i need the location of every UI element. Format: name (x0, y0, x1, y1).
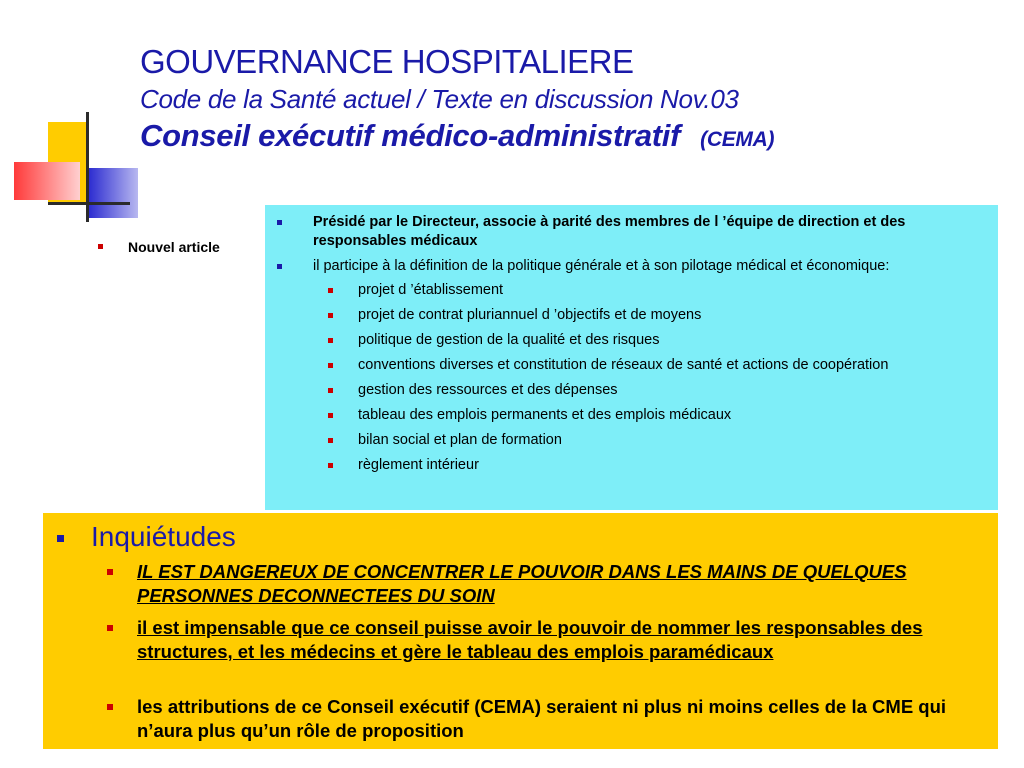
title-abbreviation: (CEMA) (700, 128, 775, 151)
list-item (358, 281, 998, 300)
bullet-square-icon (328, 338, 333, 343)
logo-vertical-line (86, 112, 89, 222)
list-item (313, 257, 913, 276)
list-item (358, 306, 998, 325)
bullet-square-icon (328, 413, 333, 418)
list-item-text: bilan social et plan de formation (358, 432, 562, 448)
concern-item-text: les attributions de ce Conseil exécutif (CEMA) seraient ni plus ni moins celles de la CME qui n’aura plus qu’un rôle de proposition (137, 696, 947, 741)
list-item-text: Présidé par le Directeur, associe à parité des membres de l ’équipe de direction et des responsables médicaux (313, 214, 906, 249)
list-item-text: projet de contrat pluriannuel d ’objectifs et de moyens (358, 307, 702, 323)
list-item-text: gestion des ressources et des dépenses (358, 382, 618, 398)
bullet-square-icon (57, 535, 64, 542)
concerns-heading-text: Inquiétudes (91, 521, 236, 552)
bullet-square-icon (277, 264, 282, 269)
list-item-text: projet d ’établissement (358, 282, 504, 298)
list-item-text: politique de gestion de la qualité et des risques (358, 332, 660, 348)
list-item (358, 431, 998, 450)
title-line-3 (140, 116, 1020, 160)
bullet-square-icon (328, 438, 333, 443)
title-line-1: GOUVERNANCE HOSPITALIERE (140, 43, 634, 80)
bullet-square-icon (328, 363, 333, 368)
concern-item-text: IL EST DANGEREUX DE CONCENTRER LE POUVOIR DANS LES MAINS DE QUELQUES PERSONNES DECONNECTEES DU SOIN (137, 561, 907, 606)
logo-blue-square (88, 168, 138, 218)
list-item (358, 356, 998, 375)
bullet-square-icon (107, 704, 113, 710)
bullet-square-icon (328, 313, 333, 318)
list-item-text: règlement intérieur (358, 457, 479, 473)
logo-red-square (14, 162, 80, 200)
bullet-square-icon (98, 244, 103, 249)
list-item (358, 456, 998, 475)
title-line-3-text: Conseil exécutif médico-administratif (140, 118, 681, 153)
bullet-square-icon (107, 569, 113, 575)
cyan-content-box (265, 205, 998, 510)
slide-logo (0, 0, 140, 230)
cyan-list (265, 213, 998, 475)
side-note-text: Nouvel article (128, 239, 220, 255)
slide-title (140, 42, 1020, 160)
bullet-square-icon (107, 625, 113, 631)
bullet-square-icon (328, 388, 333, 393)
concerns-heading (91, 521, 236, 553)
list-item-text: conventions diverses et constitution de réseaux de santé et actions de coopération (358, 357, 889, 373)
list-item-text: il participe à la définition de la politique générale et à son pilotage médical et économique: (313, 258, 890, 274)
logo-horizontal-line (48, 202, 130, 205)
list-item-text: tableau des emplois permanents et des emplois médicaux (358, 407, 732, 423)
concern-item-text: il est impensable que ce conseil puisse avoir le pouvoir de nommer les responsables des structures, et les médecins et gère le tableau des emplois paramédicaux (137, 617, 923, 662)
list-item (358, 381, 998, 400)
bullet-square-icon (328, 463, 333, 468)
bullet-square-icon (277, 220, 282, 225)
list-item (358, 331, 998, 350)
side-note (98, 238, 238, 256)
bullet-square-icon (328, 288, 333, 293)
list-item (313, 213, 913, 251)
concern-item (137, 616, 987, 664)
concerns-box (43, 513, 998, 749)
title-line-2: Code de la Santé actuel / Texte en discussion Nov.03 (140, 84, 739, 114)
list-item (358, 406, 998, 425)
concern-item (137, 560, 987, 608)
concern-item (137, 695, 987, 743)
